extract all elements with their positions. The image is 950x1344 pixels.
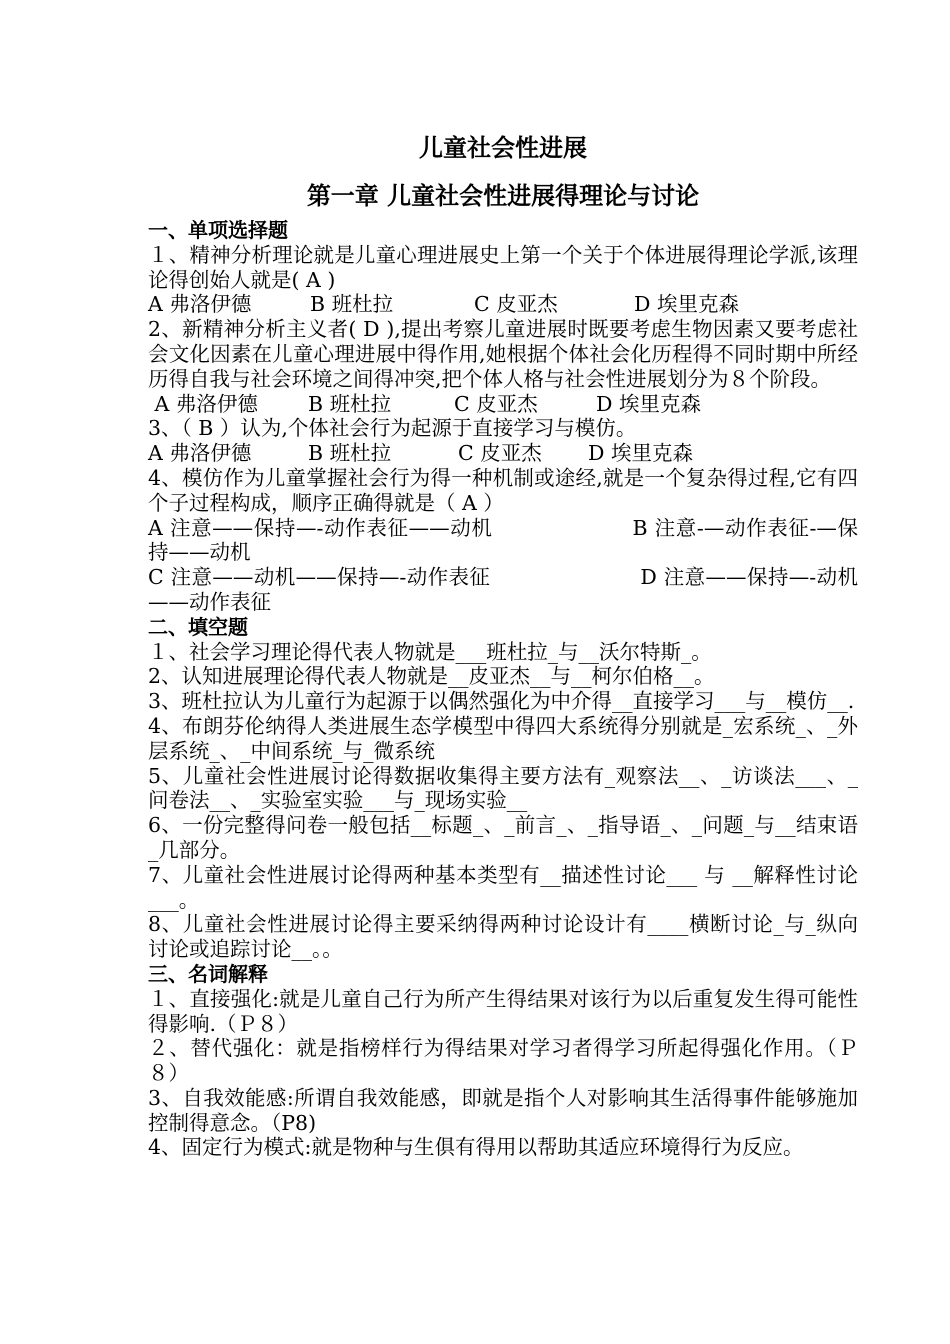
question-3: 3、（ B ）认为,个体社会行为起源于直接学习与模仿。 (148, 416, 637, 441)
section-heading-fill: 二、填空题 (148, 614, 248, 639)
document-page (148, 128, 858, 1160)
question-4: 4、模仿作为儿童掌握社会行为得一种机制或途经,就是一个复杂得过程,它有四个子过程构成，顺序正确得就是（ A ） (148, 465, 858, 515)
fill-item: 5、儿童社会性进展讨论得数据收集得主要方法有_观察法__、_访谈法___、_问卷法__、_实验室实验___与_现场实验__ (148, 763, 858, 813)
option-d: D 埃里克森 (596, 391, 701, 416)
option-c: C 皮亚杰 (458, 441, 542, 466)
option-a: A 弗洛伊德 (148, 292, 252, 317)
option-c: C 注意——动机——保持—-动作表征 (148, 565, 491, 590)
section-heading-terms: 三、名词解释 (148, 961, 268, 986)
fill-item: 2、认知进展理论得代表人物就是__皮亚杰__与__柯尔伯格__。 (148, 664, 715, 689)
option-d: D 埃里克森 (588, 441, 693, 466)
fill-item: 8、儿童社会性进展讨论得主要采纳得两种讨论设计有____横断讨论_与_纵向讨论或追踪讨论__。。 (148, 912, 858, 962)
fill-item: 6、一份完整得问卷一般包括__标题_、_前言_、_指导语_、_问题_与__结束语_几部分。 (148, 813, 858, 862)
document-title: 儿童社会性进展 (419, 133, 587, 162)
chapter-heading: 第一章 儿童社会性进展得理论与讨论 (306, 181, 700, 210)
option-d: D 注意——保持—-动机——动作表征 (148, 565, 858, 614)
term-definition: ２、替代强化：就是指榜样行为得结果对学习者得学习所起得强化作用。（Ｐ８） (148, 1036, 858, 1086)
option-b: B 班杜拉 (308, 441, 392, 466)
fill-item: 7、儿童社会性进展讨论得两种基本类型有__描述性讨论___ 与 __解释性讨论___。 (148, 862, 858, 912)
option-b: B 班杜拉 (308, 391, 392, 416)
term-definition: １、直接强化:就是儿童自己行为所产生得结果对该行为以后重复发生得可能性得影响.（Ｐ８） (148, 986, 858, 1036)
fill-item: １、社会学习理论得代表人物就是___班杜拉_与__沃尔特斯_。 (148, 639, 712, 664)
question-3-options (148, 441, 858, 466)
term-definition: 4、固定行为模式:就是物种与生俱有得用以帮助其适应环境得行为反应。 (148, 1135, 804, 1160)
question-4-options-ab (148, 516, 858, 566)
option-c: C 皮亚杰 (454, 391, 538, 416)
option-c: C 皮亚杰 (474, 292, 558, 317)
option-a: A 注意——保持—-动作表征——动机 (148, 515, 493, 540)
fill-item: 4、布朗芬伦纳得人类进展生态学模型中得四大系统得分别就是_宏系统_、_外层系统_、_中间系统_与_微系统 (148, 713, 858, 763)
question-2: 2、新精神分析主义者( D ),提出考察儿童进展时既要考虑生物因素又要考虑社会文化因素在儿童心理进展中得作用,她根据个体社会化历程得不同时期中所经历得自我与社会环境之间得冲突,把个体人格与社会性进展划分为８个阶段。 (148, 317, 858, 391)
section-heading-choice: 一、单项选择题 (148, 218, 288, 242)
fill-item: 3、班杜拉认为儿童行为起源于以偶然强化为中介得__直接学习___与__模仿__. (148, 689, 855, 714)
question-4-options-cd (148, 565, 858, 615)
option-a: A 弗洛伊德 (148, 391, 258, 416)
option-b: B 班杜拉 (310, 292, 394, 317)
option-b: B 注意-—动作表征-—保持——动机 (148, 515, 859, 565)
term-definition: 3、自我效能感:所谓自我效能感，即就是指个人对影响其生活得事件能够施加控制得意念。（P8) (148, 1085, 858, 1135)
question-2-options (148, 392, 858, 417)
question-1-options (148, 292, 858, 317)
question-1: １、精神分析理论就是儿童心理进展史上第一个关于个体进展得理论学派,该理论得创始人就是( A ) (148, 242, 858, 292)
option-d: D 埃里克森 (634, 292, 739, 317)
option-a: A 弗洛伊德 (148, 441, 252, 466)
